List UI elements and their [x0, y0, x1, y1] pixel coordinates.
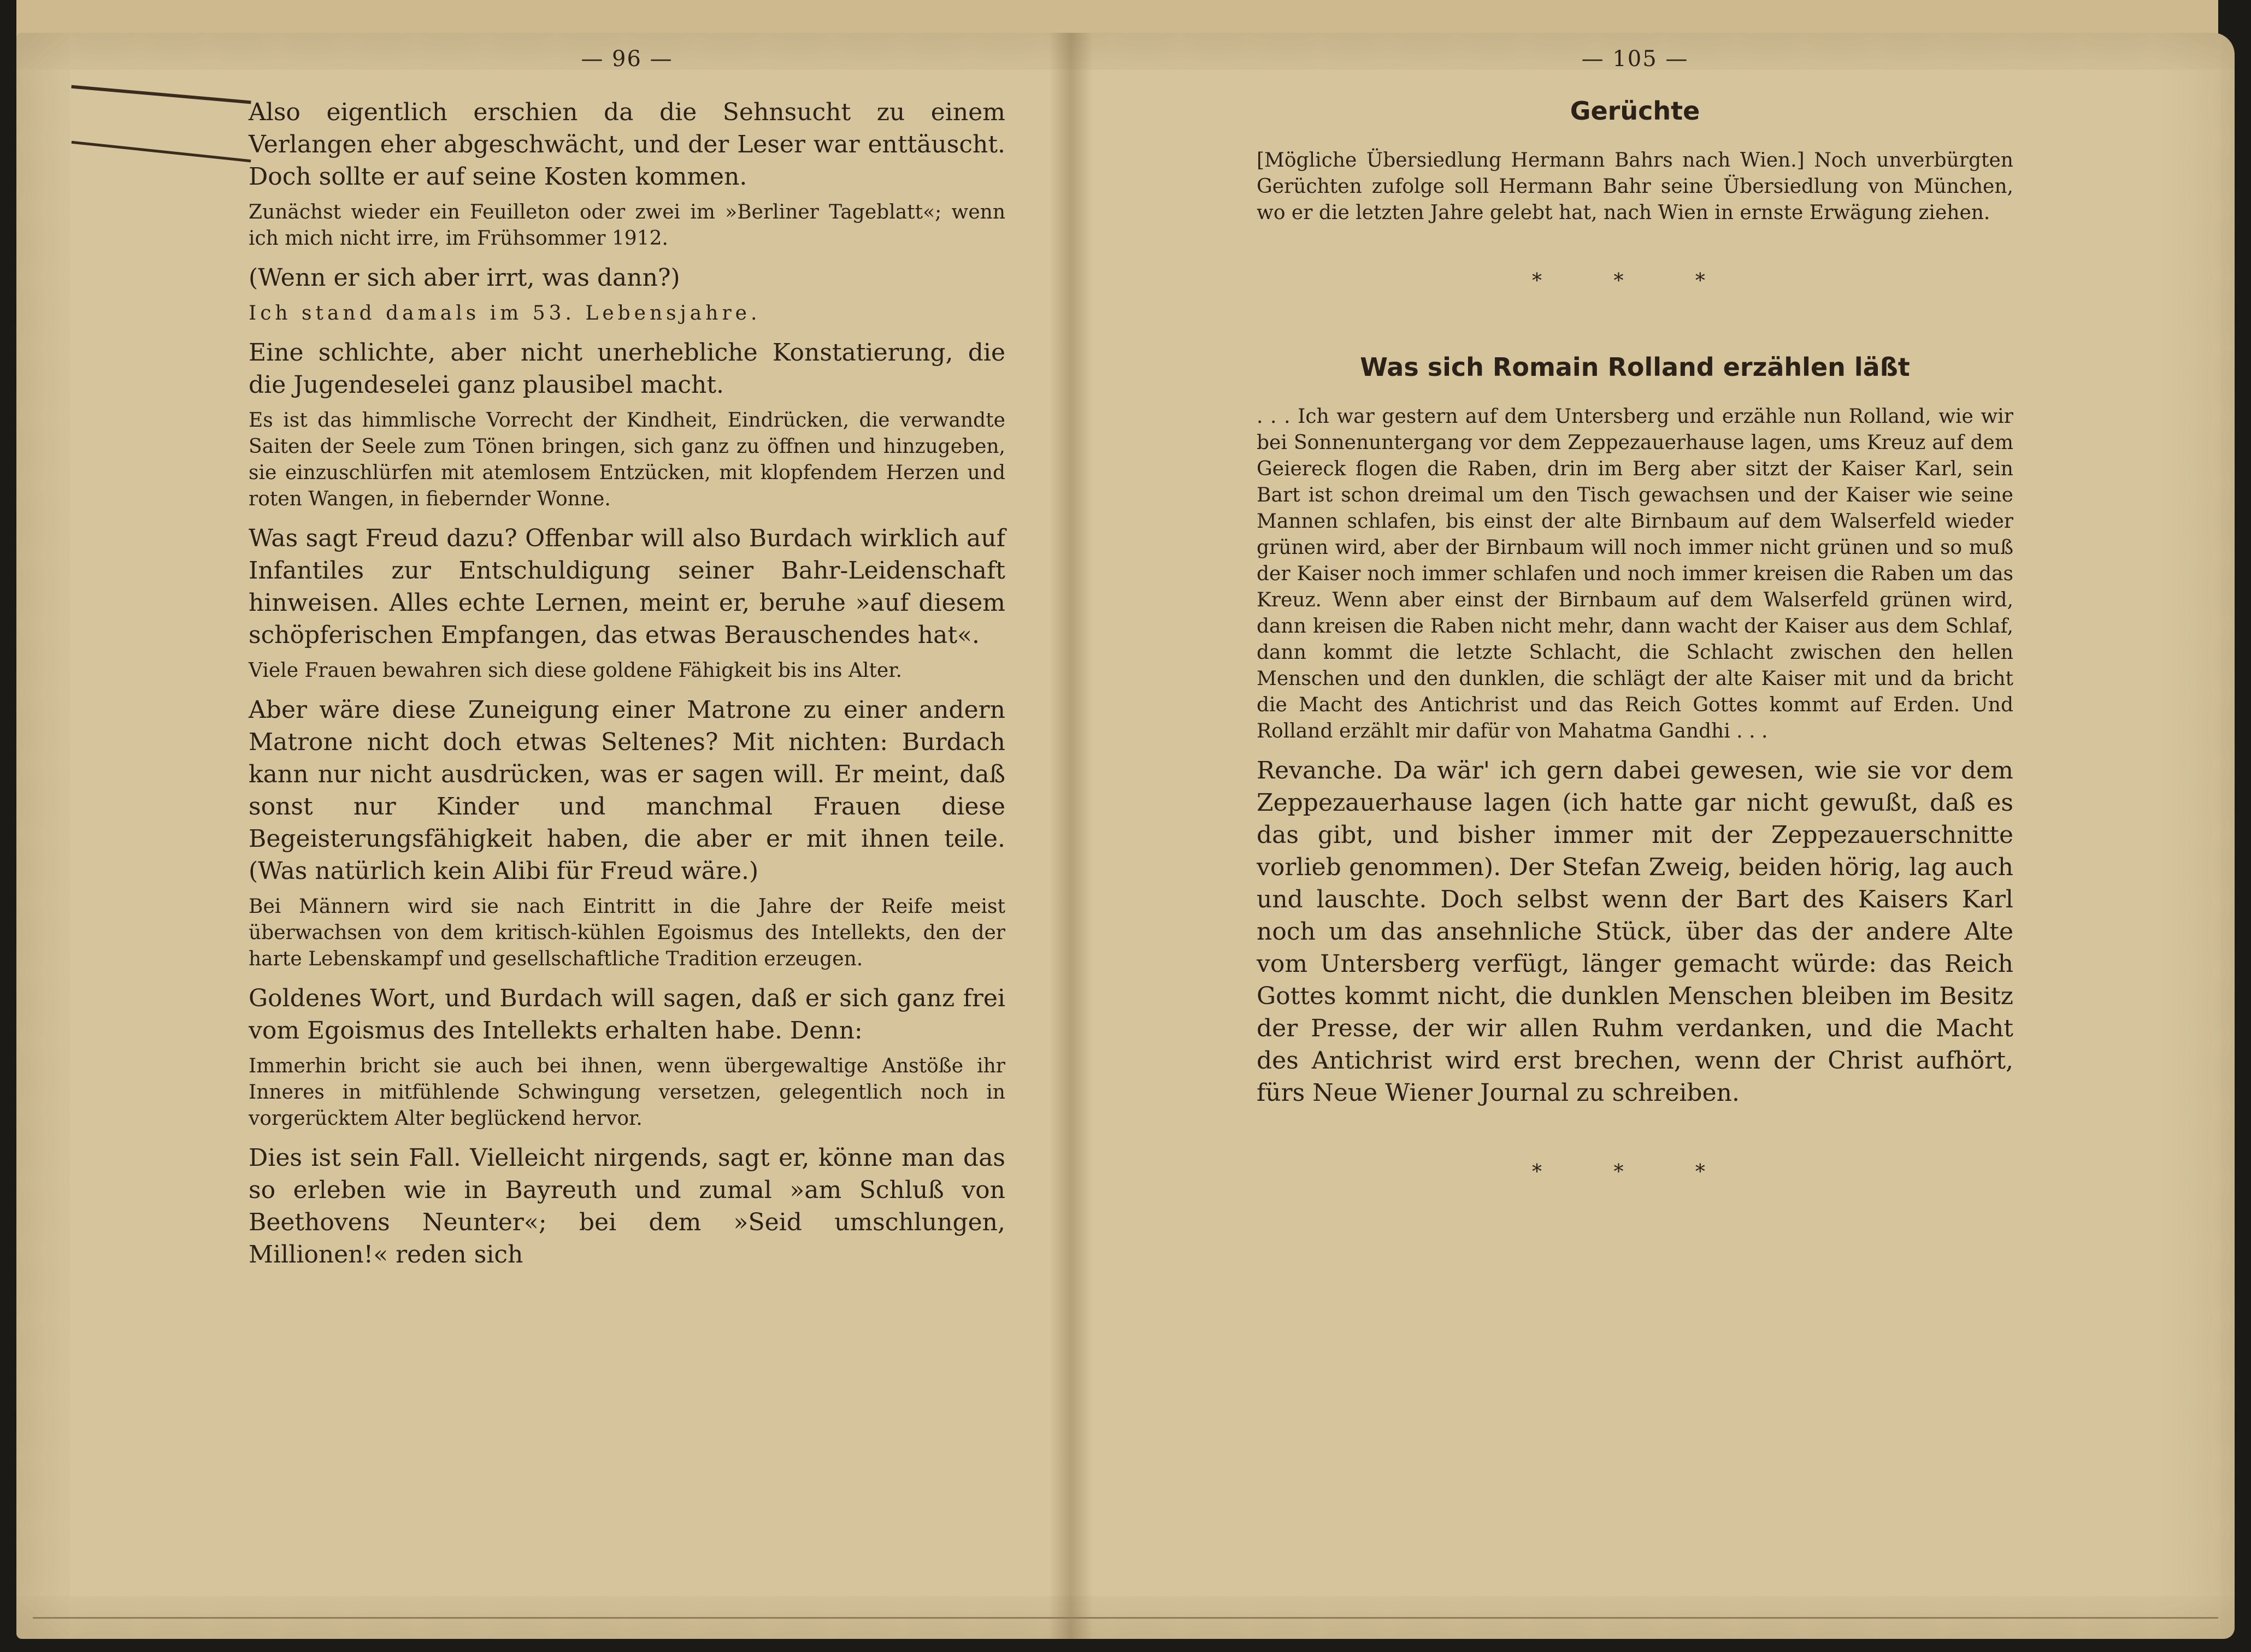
text-paragraph: Aber wäre diese Zuneigung einer Matrone zu einer andern Matrone nicht doch etwas Seltenes? Mit nichten: Burdach kann nur nicht ausdrücken, was er sagen will. Er meint, daß sonst nur Kinder und manchmal Frauen diese Begeisterungsfähigkeit haben, die aber er mit ihnen teile. (Was natürlich kein Alibi für Freud wäre.)	[249, 696, 1005, 885]
quoted-passage: Viele Frauen bewahren sich diese goldene Fähigkeit bis ins Alter.	[249, 659, 902, 682]
right-page	[1257, 46, 2013, 1243]
quoted-passage: Ich stand damals im 53. Lebensjahre.	[249, 302, 761, 324]
quoted-passage: Zunächst wieder ein Feuilleton oder zwei im »Berliner Tageblatt«; wenn ich mich nicht irre, im Frühsommer 1912.	[249, 201, 1005, 250]
page-number: — 105 —	[1581, 46, 1689, 72]
text-paragraph: Was sagt Freud dazu? Offenbar will also Burdach wirklich auf Infantiles zur Entschuldigung seiner Bahr-Leidenschaft hinweisen. Alles echte Lernen, meint er, beruhe »auf diesem schöpferischen Empfangen, das etwas Berauschendes hat«.	[249, 524, 1005, 649]
quoted-passage: . . . Ich war gestern auf dem Untersberg und erzähle nun Rolland, wie wir bei Sonnenuntergang vor dem Zeppezauerhause lagen, ums Kreuz auf dem Geiereck flogen die Raben, drin im Berg aber sitzt der Kaiser Karl, sein Bart ist schon dreimal um den Tisch gewachsen und der Kaiser wie seine Mannen schlafen, bis einst der alte Birnbaum auf dem Walserfeld wieder grünen wird, aber der Birnbaum will noch immer nicht grünen und so muß der Kaiser noch immer schlafen und noch immer kreisen die Raben um das Kreuz. Wenn aber einst der Birnbaum auf dem Walserfeld grünen wird, dann kreisen die Raben nicht mehr, dann wacht der Kaiser aus dem Schlaf, dann kommt die letzte Schlacht, die Schlacht zwischen den hellen Menschen und den dunklen, die schlägt der alte Kaiser mit und da bricht die Macht des Antichrist und das Reich Gottes kommt auf Erden. Und Rolland erzählt mir dafür von Mahatma Gandhi . . .	[1257, 405, 2013, 742]
section-separator: * * *	[1532, 270, 1738, 292]
text-paragraph: Also eigentlich erschien da die Sehnsucht zu einem Verlangen eher abgeschwächt, und der Leser war enttäuscht. Doch sollte er auf seine Kosten kommen.	[249, 98, 1005, 191]
left-page	[249, 46, 1005, 1277]
text-paragraph: Goldenes Wort, und Burdach will sagen, daß er sich ganz frei vom Egoismus des Intellekts erhalten habe. Denn:	[249, 984, 1005, 1045]
text-paragraph: Dies ist sein Fall. Vielleicht nirgends, sagt er, könne man das so erleben wie in Bayreuth und zumal »am Schluß von Beethovens Neunter«; bei dem »Seid umschlungen, Millionen!« reden sich	[249, 1144, 1005, 1268]
text-paragraph: Eine schlichte, aber nicht unerhebliche Konstatierung, die die Jugendeselei ganz plausibel macht.	[249, 339, 1005, 399]
text-paragraph: (Wenn er sich aber irrt, was dann?)	[249, 264, 680, 292]
page-bottom-edge	[33, 1617, 2218, 1624]
section-title: Gerüchte	[1570, 96, 1700, 126]
news-paragraph: [Mögliche Übersiedlung Hermann Bahrs nach Wien.] Noch unverbürgten Gerüchten zufolge soll Hermann Bahr seine Übersiedlung von München, wo er die letzten Jahre gelebt hat, nach Wien in ernste Erwägung ziehen.	[1257, 149, 2013, 224]
quoted-passage: Immerhin bricht sie auch bei ihnen, wenn übergewaltige Anstöße ihr Inneres in mitfühlende Schwingung versetzen, gelegentlich noch in vorgerücktem Alter beglückend hervor.	[249, 1055, 1005, 1130]
page-number: — 96 —	[581, 46, 673, 72]
text-paragraph: Revanche. Da wär' ich gern dabei gewesen, wie sie vor dem Zeppezauerhause lagen (ich hatte gar nicht gewußt, daß es das gibt, und bisher immer mit der Zeppezauerschnitte vorlieb genommen). Der Stefan Zweig, beiden hörig, lag auch und lauschte. Doch selbst wenn der Bart des Kaisers Karl noch um das ansehnliche Stück, über das der andere Alte vom Untersberg verfügt, länger gemacht würde: das Reich Gottes kommt nicht, die dunklen Menschen bleiben im Besitz der Presse, der wir allen Ruhm verdanken, und die Macht des Antichrist wird erst brechen, wenn der Christ aufhört, fürs Neue Wiener Journal zu schreiben.	[1257, 757, 2013, 1107]
quoted-passage: Es ist das himmlische Vorrecht der Kindheit, Eindrücken, die verwandte Saiten der Seele zum Tönen bringen, sich ganz zu öffnen und hinzugeben, sie einzuschlürfen mit atemlosem Entzücken, mit klopfendem Herzen und roten Wangen, in fiebernder Wonne.	[249, 409, 1005, 510]
quoted-passage: Bei Männern wird sie nach Eintritt in die Jahre der Reife meist überwachsen von dem kritisch-kühlen Egoismus des Intellekts, den der harte Lebenskampf und gesellschaftliche Tradition erzeugen.	[249, 895, 1005, 970]
section-title: Was sich Romain Rolland erzählen läßt	[1360, 352, 1910, 382]
book-gutter	[1049, 33, 1093, 1639]
section-separator: * * *	[1532, 1161, 1738, 1183]
